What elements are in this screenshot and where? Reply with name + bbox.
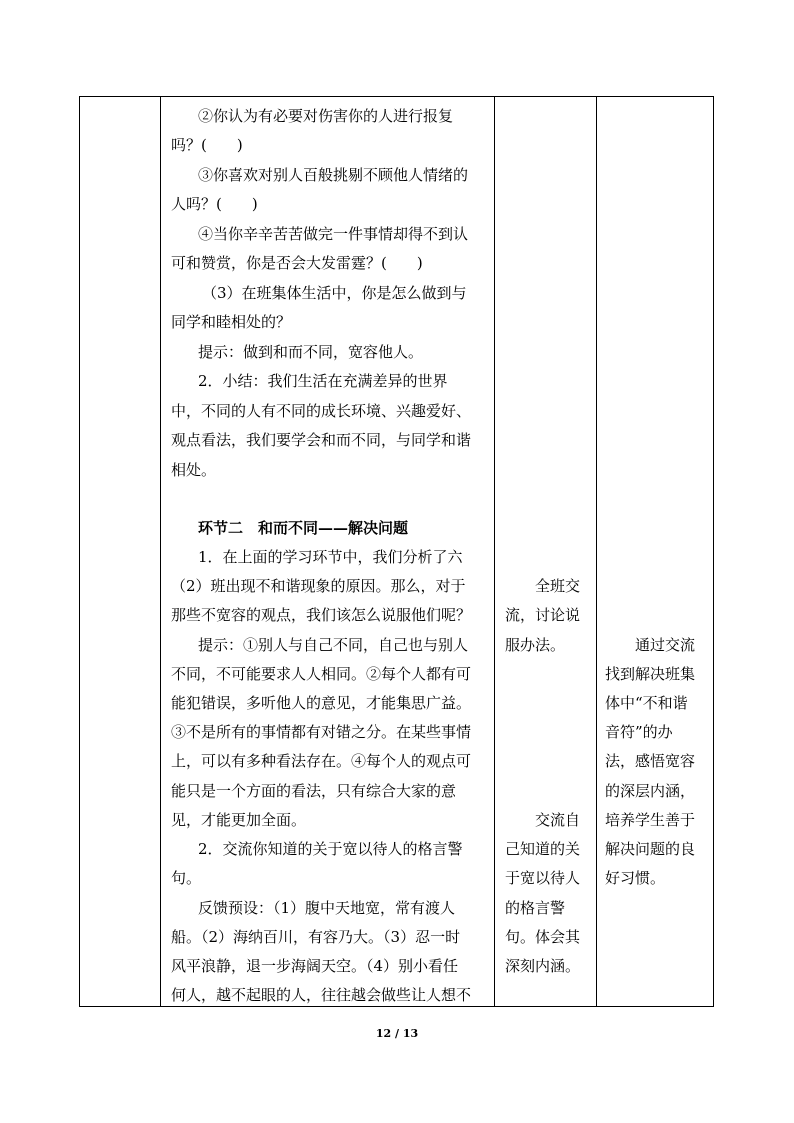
activity-line: 深刻内涵。 bbox=[505, 957, 581, 975]
activity-line: 流，讨论说 bbox=[505, 606, 581, 624]
intent-line: 好习惯。 bbox=[605, 869, 666, 887]
process-line: 见，才能更加全面。 bbox=[171, 811, 307, 829]
process-line: ③不是所有的事情都有对错之分。在某些事情 bbox=[171, 723, 472, 741]
activity-line: 服办法。 bbox=[505, 636, 566, 654]
process-line: （3）在班集体生活中，你是怎么做到与 bbox=[202, 284, 467, 302]
process-line: 人吗？( ) bbox=[171, 195, 258, 213]
process-line: 风平浪静，退一步海阔天空。（4）别小看任 bbox=[171, 957, 459, 975]
activity-line: 句。体会其 bbox=[505, 928, 581, 946]
process-line: 何人，越不起眼的人，往往越会做些让人想不 bbox=[171, 986, 472, 1004]
process-line: ②你认为有必要对伤害你的人进行报复 bbox=[198, 107, 454, 125]
lesson-table bbox=[79, 96, 714, 1007]
process-line: 可和赞赏，你是否会大发雷霆？( ) bbox=[171, 254, 423, 272]
activity-line: 交流自 bbox=[535, 811, 581, 829]
intent-line: 音符”的办 bbox=[605, 723, 673, 741]
process-line: 吗？( ) bbox=[171, 136, 243, 154]
process-line: 船。（2）海纳百川，有容乃大。（3）忍一时 bbox=[171, 928, 461, 946]
student-activity-column bbox=[495, 97, 595, 1006]
intent-line: 找到解决班集 bbox=[605, 665, 696, 683]
process-line: 相处。 bbox=[171, 461, 217, 479]
process-line: 提示：①别人与自己不同，自己也与别人 bbox=[198, 636, 469, 654]
process-line: ③你喜欢对别人百般挑剔不顾他人情绪的 bbox=[198, 166, 469, 184]
process-line: 能只是一个方面的看法，只有综合大家的意 bbox=[171, 782, 457, 800]
intent-line: 法，感悟宽容 bbox=[605, 752, 696, 770]
page-number: 12 / 13 bbox=[375, 1027, 419, 1040]
activity-line: 己知道的关 bbox=[505, 840, 581, 858]
process-line: 句。 bbox=[171, 869, 202, 887]
process-line: 反馈预设：（1）腹中天地宽，常有渡人 bbox=[198, 899, 456, 917]
process-line: 同学和睦相处的？ bbox=[171, 313, 292, 331]
intent-line: 培养学生善于 bbox=[605, 811, 696, 829]
design-intent-column bbox=[597, 97, 714, 1006]
intent-line: 通过交流 bbox=[635, 636, 696, 654]
intent-line: 解决问题的良 bbox=[605, 840, 696, 858]
process-line: 1．在上面的学习环节中，我们分析了六 bbox=[198, 548, 463, 566]
process-line: 2．小结：我们生活在充满差异的世界 bbox=[198, 372, 448, 390]
process-line: 能犯错误，多听他人的意见，才能集思广益。 bbox=[171, 694, 472, 712]
process-line: 提示：做到和而不同，宽容他人。 bbox=[198, 343, 424, 361]
process-line: 不同，不可能要求人人相同。②每个人都有可 bbox=[171, 665, 472, 683]
intent-line: 体中“不和谐 bbox=[605, 694, 688, 712]
activity-line: 全班交 bbox=[535, 577, 581, 595]
activity-line: 的格言警 bbox=[505, 899, 566, 917]
process-line: 2．交流你知道的关于宽以待人的格言警 bbox=[198, 840, 463, 858]
section-heading: 环节二 和而不同——解决问题 bbox=[198, 519, 409, 537]
activity-line: 于宽以待人 bbox=[505, 869, 581, 887]
intent-line: 的深层内涵， bbox=[605, 782, 696, 800]
process-line: 上，可以有多种看法存在。④每个人的观点可 bbox=[171, 752, 472, 770]
process-line: 中，不同的人有不同的成长环境、兴趣爱好、 bbox=[171, 402, 472, 420]
process-line: 那些不宽容的观点，我们该怎么说服他们呢？ bbox=[171, 606, 472, 624]
process-line: 观点看法，我们要学会和而不同，与同学和谐 bbox=[171, 431, 472, 449]
process-line: ④当你辛辛苦苦做完一件事情却得不到认 bbox=[198, 225, 469, 243]
process-line: （2）班出现不和谐现象的原因。那么，对于 bbox=[171, 577, 466, 595]
